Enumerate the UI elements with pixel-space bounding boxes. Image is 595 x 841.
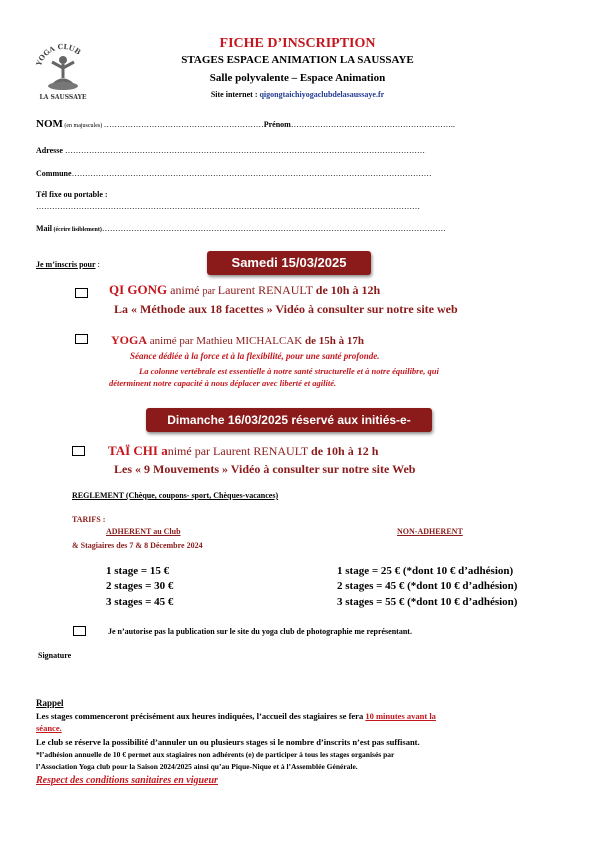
rappel-line-4: *l’adhésion annuelle de 10 € permet aux stagiaires non adhérents (e) de participer à tous les stages organisés par: [36, 750, 395, 759]
tel-label: Tél fixe ou portable :: [36, 190, 108, 199]
mail-hint: (écrire lisiblement): [52, 227, 102, 233]
adherent-header: ADHERENT au Club: [106, 527, 181, 536]
tarifs-label: TARIFS :: [72, 515, 106, 524]
qigong-detail: La « Méthode aux 18 facettes » Vidéo à consulter sur notre site web: [114, 302, 458, 316]
qigong-time: de 10h à 12h: [315, 283, 381, 297]
authorization-text: Je n’autorise pas la publication sur le site du yoga club de photographie me représentant.: [108, 627, 412, 636]
qigong-teacher: Laurent RENAULT: [217, 283, 316, 297]
nom-dots: ……………………………………………………: [103, 120, 264, 129]
reglement: [72, 491, 278, 500]
commune-label: Commune: [36, 169, 72, 178]
qigong-line: QI GONG animé par Laurent RENAULT de 10h à 12h: [109, 282, 381, 297]
inscris-line: Je m’inscris pour :: [36, 260, 100, 269]
adherent-price-3: 3 stages = 45 €: [106, 596, 174, 608]
taichi-detail: Les « 9 Mouvements » Vidéo à consulter sur notre site Web: [114, 462, 416, 476]
adresse-field[interactable]: [36, 146, 558, 155]
qigong-checkbox[interactable]: [75, 288, 88, 298]
inscris-label: Je m’inscris pour: [36, 260, 96, 269]
prenom-dots[interactable]: ……………………………………………………..: [290, 120, 455, 129]
rappel-line-1: Les stages commenceront précisément aux heures indiquées, l’accueil des stagiaires se fera 10 minutes avant la: [36, 711, 436, 721]
nom-field[interactable]: [36, 118, 558, 130]
non-adherent-price-1: 1 stage = 25 € (*dont 10 € d’adhésion): [337, 565, 514, 577]
page-title: FICHE D’INSCRIPTION: [219, 36, 376, 51]
signature-label: Signature: [38, 651, 72, 660]
taichi-line: TAÏ CHI animé par Laurent RENAULT de 10h à 12 h: [108, 443, 379, 458]
commune-field[interactable]: [36, 169, 552, 178]
nom-hint: (en majuscules): [62, 123, 104, 129]
yoga-time: de 15h à 17h: [304, 335, 364, 347]
nom-label: NOM: [36, 118, 63, 130]
mail-field[interactable]: [36, 224, 558, 233]
page-subtitle: STAGES ESPACE ANIMATION LA SAUSSAYE: [181, 54, 414, 66]
logo-top-text: YOGA CLUB: [34, 42, 83, 67]
rappel-highlight: 10 minutes avant la: [365, 711, 436, 721]
rappel-line-6: Respect des conditions sanitaires en vigueur: [36, 775, 218, 786]
saturday-banner: Samedi 15/03/2025: [207, 251, 371, 275]
adresse-label: Adresse: [36, 146, 65, 155]
yoga-detail-1: Séance dédiée à la force et à la flexibilité, pour une santé profonde.: [130, 351, 380, 361]
reglement-label: REGLEMENT: [72, 491, 124, 500]
adherent-price-1: 1 stage = 15 €: [106, 565, 170, 577]
location: Salle polyvalente – Espace Animation: [209, 72, 386, 84]
yoga-name: YOGA: [111, 333, 147, 347]
non-adherent-header: NON-ADHERENT: [397, 527, 463, 536]
non-adherent-price-3: 3 stages = 55 € (*dont 10 € d’adhésion): [337, 596, 518, 608]
taichi-teacher: Laurent RENAULT: [213, 444, 312, 458]
adherent-price-2: 2 stages = 30 €: [106, 580, 174, 592]
yoga-teacher: Mathieu MICHALCAK: [196, 335, 305, 347]
rappel-line-3: Le club se réserve la possibilité d’annuler un ou plusieurs stages si le nombre d’inscrits n’est pas suffisant.: [36, 737, 420, 747]
yoga-line: YOGA animé par Mathieu MICHALCAK de 15h à 17h: [111, 333, 364, 347]
tel-field[interactable]: ………………………………………………………………………………………………………………………………: [36, 202, 420, 211]
sunday-banner: Dimanche 16/03/2025 réservé aux initiés-e-: [146, 408, 432, 432]
site-line: [0, 90, 595, 99]
commune-dots: ………………………………………………………………………………………………………………………: [71, 169, 432, 178]
mail-dots: …………………………………………………………………………………………………………………: [101, 224, 446, 233]
site-link[interactable]: qigongtaichiyogaclubdelasaussaye.fr: [259, 90, 385, 99]
site-label: Site internet :: [210, 90, 260, 99]
rappel-line-5: l’Association Yoga club pour la Saison 2024/2025 ainsi qu’au Pique-Nique et à l’Assemblée Générale.: [36, 762, 358, 771]
taichi-checkbox[interactable]: [72, 446, 85, 456]
taichi-name: TAÏ CHI a: [108, 443, 168, 458]
rappel-title: Rappel: [36, 698, 64, 708]
prenom-label: Prénom: [263, 120, 291, 129]
yoga-detail-3: déterminent notre capacité à nous déplacer avec liberté et agilité.: [109, 378, 337, 388]
rappel-line-2: séance.: [36, 723, 62, 733]
authorization-checkbox[interactable]: [73, 626, 86, 636]
taichi-time: de 10h à 12 h: [311, 444, 379, 458]
reglement-detail: (Chèque, coupons- sport, Chèques-vacances): [123, 491, 279, 500]
mail-label: Mail: [36, 224, 52, 233]
adherent-sub: & Stagiaires des 7 & 8 Décembre 2024: [72, 541, 203, 550]
yoga-detail-2: La colonne vertébrale est essentielle à notre santé structurelle et à notre équilibre, qui: [139, 366, 439, 376]
non-adherent-price-2: 2 stages = 45 € (*dont 10 € d’adhésion): [337, 580, 518, 592]
adresse-dots: ………………………………………………………………………………………………………………………: [64, 146, 425, 155]
logo-bottom-text: LA SAUSSAYE: [39, 94, 87, 101]
qigong-name: QI GONG: [109, 282, 168, 297]
yoga-checkbox[interactable]: [75, 334, 88, 344]
